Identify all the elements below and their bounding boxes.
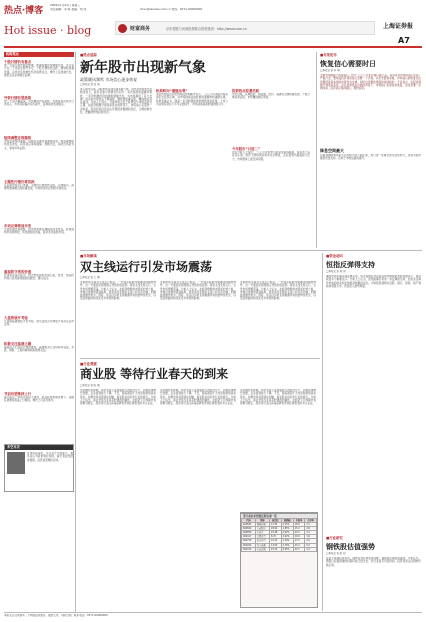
table-cell: 22.1 (293, 547, 305, 551)
article-column-tag: ■热点追踪 (80, 53, 97, 57)
table-cell: 重庆百货 (255, 539, 269, 543)
left-item (4, 392, 74, 440)
table-cell: 5.2 (305, 543, 317, 547)
main-subhead-1: 机构转向“谨慎乐观” (156, 89, 188, 93)
left-item-heading: 大盘将展开考验 (4, 316, 28, 320)
table-cell: 18.6 (293, 523, 305, 527)
table-cell: 3.42% (281, 535, 293, 539)
left-item (4, 60, 74, 93)
stock-table-box (240, 512, 318, 608)
table-cell: 20.3 (293, 531, 305, 535)
table-cell: 1.9 (305, 535, 317, 539)
table-cell: 合肥百货 (255, 535, 269, 539)
table-header-cell: 市净率 (305, 519, 317, 523)
right-bottom-tag2: ■行业研究 (326, 536, 343, 540)
left-item (4, 342, 74, 390)
footer-rule (4, 612, 422, 613)
table-cell: 王府井 (255, 531, 269, 535)
table-cell: 0.92% (281, 531, 293, 535)
table-header-cell: 代码 (242, 519, 256, 523)
table-cell: 大商股份 (255, 527, 269, 531)
section-three-tag: ■行业观察 (80, 362, 97, 366)
left-item (4, 136, 74, 178)
masthead-email: chec@zznews.com.cn 热线：0371-00000000 (140, 8, 203, 11)
quote-photo (7, 452, 25, 474)
table-cell: 2.8 (305, 527, 317, 531)
masthead-editor: 责任编辑：李 峰 美编：刘 伟 (50, 8, 87, 11)
section-two-headline: 双主线运行引发市场震荡 (80, 260, 213, 274)
left-column-title: 机构观点 (4, 52, 74, 57)
table-cell: 豫园商城 (255, 523, 269, 527)
table-cell: 3.1 (305, 531, 317, 535)
masthead-rule (4, 46, 422, 48)
main-subhead: 政策暖风频吹 市场信心逐步恢复 (80, 77, 138, 82)
left-item-heading: 外资行情有望延续 (4, 96, 32, 100)
stock-table (241, 518, 317, 552)
masthead-brand-en: Hot issue · blog (4, 24, 92, 37)
right-body: 当前市场最缺乏的是信心。经过二○○八年的大幅下跌之后，投资者对市场的信心受到了严重打击，要恢复投资者的信心需要一个过程。从历史经验来看，市场信心的恢复往往需要经济基本面的改善作为支撑，同时也需要政策面的持续呵护。专家指出，在经济刺激计划逐步落实、企业盈利逐步企稳的背景下，市场信心有望逐步恢复，但这需要一定的时间，投资者应保持耐心，理性投资。 (320, 74, 421, 91)
table-cell: 12.35 (270, 523, 282, 527)
right-column-tag: ■专家论市 (320, 53, 337, 57)
table-cell: 2.1 (305, 523, 317, 527)
quote-box (4, 444, 74, 492)
table-cell: 2.5 (305, 539, 317, 543)
left-item-heading: 短线调整还将继续 (4, 136, 32, 140)
right-bottom-body2: 受益于基建投资拉动，钢材需求有望逐步回暖，钢铁股近期表现强势。分析认为，钢铁行业最困难的时期可能已经过去，但行业复苏仍需时间，投资者需关注钢材价格走势。 (326, 557, 421, 567)
left-item-body: 尽管短期出现调整，但市场整体反弹格局并未改变，政策面利好持续释放，资金面相对宽裕，投资者可逢低布局。 (4, 228, 74, 235)
right-byline: □本报记者 李 明 (320, 69, 340, 72)
section-three-body-b: 受金融危机影响，商业零售行业面临较大的经营压力，消费需求增长放缓，企业盈利能力下降。不过，随着国家扩大内需政策的逐步落实，消费市场有望逐步回暖，商业股也将迎来行业的春天。分析人士指出，商业零售行业具有较强的防御性，在经济下行周期中表现相对稳定，投资者可关注具备品牌优势和区域优势的龙头企业。 (160, 389, 236, 406)
table-cell: 600415 (242, 547, 256, 551)
left-item-body: 从近期市场运行来看，主题性行情依然活跃，区域振兴、消费刺激等概念股轮番表现，市场资金仍在积极寻找热点。 (4, 184, 74, 191)
left-item (4, 270, 74, 314)
table-cell: 28.90 (270, 527, 282, 531)
table-header-cell: 收盘价 (270, 519, 282, 523)
main-body-col1: 进入新年以来，A股市场呈现出诸多新气象。首先是市场成交量稳步放大，投资者参与热情有所回升；其次是政策面暖风频吹，一系列刺激经济的措施相继出台，为市场提供了有力支撑；再次是市场热点不断涌现，题材股轮番活跃，赚钱效应逐步显现。分析人士指出，当前市场正处于政策底与市场底的交汇期，在经济刺激计划逐步落实的背景下，市场信心有望进一步恢复，但投资者仍需关注宏观经济数据的变化，合理控制仓位，把握结构性投资机会。 (80, 88, 152, 115)
masthead-date: 2009年1月21日 星期三 (50, 4, 81, 7)
main-article (80, 52, 312, 248)
left-item-body: 周二大盘小幅震荡，外资增持仍在持续，北向资金连续多日净流入，市场风险偏好有所提升，蓝筹板块表现稳定。 (4, 100, 74, 107)
section-three-headline: 商业股 等待行业春天的到来 (80, 367, 229, 381)
main-headline: 新年股市出现新气象 (80, 60, 206, 76)
left-item-heading: 重视防守类的价值 (4, 270, 32, 274)
left-item-body: 在市场震荡过程中，防守类板块的价值凸显，医药、食品饮料等行业具备较强的抗跌性，建议关注。 (4, 274, 74, 281)
right-bottom-headline2: 钢铁股估值强势 (326, 542, 375, 551)
right-bottom-byline: □本报记者 刘 伟 (326, 270, 346, 273)
left-column (4, 52, 76, 612)
left-item-body: 大盘面临重要阻力位考验，成交量能否有效放大将决定后市走向。 (4, 320, 74, 327)
section-two-byline: □本报记者 王 刚 (80, 276, 100, 279)
right-tech-heading: 降息空间最大 (320, 148, 344, 153)
section-three-byline: □本报记者 陈 刚 (80, 384, 100, 387)
table-cell: 4.3 (305, 547, 317, 551)
quote-box-body: 在市场震荡中，多空双方分歧加大，看多者认为政策利好持续，看空者担忧经济数据，投资者需理性对待。 (27, 452, 73, 462)
table-cell: 小商品城 (255, 547, 269, 551)
table-cell: 600729 (242, 539, 256, 543)
section-two-body-c: 近期市场呈现双主线运行特征，一方面是政策预期推动的题材炒作，另一方面是业绩预期主导的价值投资。两条主线交替运行，引发市场频繁震荡。分析人士认为，在经济数据尚未明显好转之前，市场仍将维持震荡格局，投资者可在两条主线之间灵活切换，把握波段操作机会。同时，需关注年报业绩披露带来的结构性机会，以及政策面的持续变化对市场的影响。 (240, 281, 316, 301)
left-item-heading: 积极关注基建主题 (4, 342, 32, 346)
table-header-cell: 市盈率 (293, 519, 305, 523)
table-cell: 8.76 (270, 535, 282, 539)
table-cell: 19.15 (270, 539, 282, 543)
main-byline: □本报记者 张 明 (80, 83, 100, 86)
right-bottom-headline: 恒指反弹得支持 (326, 260, 375, 269)
main-body-col3: 今年以来，区域经济、新能源、医药、基建等主题轮番表现，个股行情异常活跃，市场赚钱效应明显。 (232, 93, 310, 100)
main-body-col2: 多家机构在年初发布的投资策略中表示，二○○九年A股市场有望走出底部区域，对市场的看法由此前的谨慎转向谨慎乐观。机构普遍认为，随着一系列刺激政策的效果逐步显现，上市公司业绩有望在下半年企稳回升，市场估值具备较强的吸引力。 (156, 93, 228, 106)
section-three-body-a: 受金融危机影响，商业零售行业面临较大的经营压力，消费需求增长放缓，企业盈利能力下降。不过，随着国家扩大内需政策的逐步落实，消费市场有望逐步回暖，商业股也将迎来行业的春天。分析人士指出，商业零售行业具有较强的防御性，在经济下行周期中表现相对稳定，投资者可关注具备品牌优势和区域优势的龙头企业。 (80, 389, 156, 406)
table-cell: 1.20% (281, 539, 293, 543)
left-item-heading: 主题性行情仍将活跃 (4, 180, 35, 184)
section-three-body-c: 受金融危机影响，商业零售行业面临较大的经营压力，消费需求增长放缓，企业盈利能力下降。不过，随着国家扩大内需政策的逐步落实，消费市场有望逐步回暖，商业股也将迎来行业的春天。分析人士指出，商业零售行业具有较强的防御性，在经济下行周期中表现相对稳定，投资者可关注具备品牌优势和区域优势的龙头企业。 (240, 389, 316, 406)
right-headline: 恢复信心需要时日 (320, 59, 376, 68)
left-item-body: 春节临近，市场交投趋于清淡，但在政策预期支撑下，指数有望维持震荡上行格局，操作上可适当参与。 (4, 396, 74, 403)
section-two (80, 253, 318, 355)
section-divider (80, 250, 422, 251)
banner-text: 京东控股与河南投资联合投资建设：http://www.com.cn (166, 27, 247, 31)
masthead-brand-top: 热点·博客 (4, 6, 44, 16)
right-bottom-body: 港股市场近期呈现反弹走势，恒生指数在外资回流和内地政策利好的推动下，成功收复多个重要关口。分析人士认为，恒指短期仍有进一步反弹的空间，但需关注海外市场的波动和全球经济数据的变化。中资股表现相对活跃，银行、保险、地产等板块领涨大市，资金流入迹象明显。 (326, 275, 421, 288)
page-number: A7 (398, 36, 410, 45)
table-row (242, 547, 317, 551)
table-cell: 600859 (242, 531, 256, 535)
left-item-body: 市场量能持续萎缩，指数在关键位置遇阻回落，短线调整格局没有改变，投资者应保持谨慎，控制仓位，以防范风险为主，等待市场企稳。 (4, 140, 74, 150)
left-item (4, 180, 74, 222)
right-tech-body: 目前我国的利率水平仍有较大的下调空间，央行进一步降息的可能性较大，这将为股市提供资金支持，有利于市场估值的提升。 (320, 154, 421, 161)
left-item-heading: 个股行情仍有看点 (4, 60, 32, 64)
quote-box-title: 多空对决 (5, 445, 73, 450)
masthead-banner (115, 21, 375, 35)
left-item-body: 前一交易日两市缩量整理，短期指数延续调整态势，多空双方在二千点附近展开争夺，个股行情依然活跃，题材股轮番表现，后市仍有结构性机会值得关注，操作上宜控制仓位，逢低关注业绩稳定品种。 (4, 64, 74, 77)
section-two-tag: ■市场解读 (80, 254, 97, 258)
table-cell: 16.8 (293, 535, 305, 539)
table-cell: 002024 (242, 543, 256, 547)
table-header-cell: 简称 (255, 519, 269, 523)
right-column-top (316, 52, 422, 248)
table-cell: 17.5 (293, 539, 305, 543)
table-cell: 600694 (242, 527, 256, 531)
right-column-bottom (322, 253, 422, 611)
main-subhead-2: 投资热点轮番活跃 (232, 89, 260, 93)
banner-logo-icon (118, 24, 127, 33)
table-cell: 2.15% (281, 523, 293, 527)
newspaper-name: 上海证券报 (383, 23, 414, 30)
table-header-cell: 涨跌幅 (281, 519, 293, 523)
section-two-body-a: 近期市场呈现双主线运行特征，一方面是政策预期推动的题材炒作，另一方面是业绩预期主导的价值投资。两条主线交替运行，引发市场频繁震荡。分析人士认为，在经济数据尚未明显好转之前，市场仍将维持震荡格局，投资者可在两条主线之间灵活切换，把握波段操作机会。同时，需关注年报业绩披露带来的结构性机会，以及政策面的持续变化对市场的影响。 (80, 281, 156, 301)
left-item (4, 224, 74, 268)
table-cell: 000417 (242, 535, 256, 539)
table-cell: 22.48 (270, 531, 282, 535)
table-cell: 0.65% (281, 547, 293, 551)
left-item-heading: 节前有望维持上行 (4, 392, 32, 396)
table-cell: 1.85% (281, 527, 293, 531)
section-two-body-b: 近期市场呈现双主线运行特征，一方面是政策预期推动的题材炒作，另一方面是业绩预期主导的价值投资。两条主线交替运行，引发市场频繁震荡。分析人士认为，在经济数据尚未明显好转之前，市场仍将维持震荡格局，投资者可在两条主线之间灵活切换，把握波段操作机会。同时，需关注年报业绩披露带来的结构性机会，以及政策面的持续变化对市场的影响。 (160, 281, 236, 301)
table-cell: 25.4 (293, 543, 305, 547)
stock-table-title: 部分商业零售股近期表现一览 (241, 513, 317, 518)
section-divider (80, 358, 320, 359)
table-cell: 600655 (242, 523, 256, 527)
left-item-body: 随着四万亿投资计划的推进，基建相关行业将持续受益，水泥、钢铁、工程机械等板块值得关注。 (4, 346, 74, 353)
banner-center-label: 财富商务 (130, 26, 151, 32)
left-item (4, 96, 74, 133)
table-cell: 苏宁电器 (255, 543, 269, 547)
left-item-heading: 市场反弹格局未变 (4, 224, 32, 228)
footer-text: 本版文章仅供参考，不构成投资建议。据此入市，风险自担。联系电话：0371-00000000 (4, 614, 108, 617)
main-subhead-3: 今年股市“只进二” (232, 147, 261, 151)
right-bottom-byline2: □本报记者 赵 阳 (326, 552, 346, 555)
left-item (4, 316, 74, 340)
table-cell: 13.62 (270, 543, 282, 547)
table-cell: 15.2 (293, 527, 305, 531)
right-bottom-tag: ■资金动向 (326, 254, 343, 258)
masthead (0, 0, 426, 50)
table-cell: 45.20 (270, 547, 282, 551)
table-cell: 2.76% (281, 543, 293, 547)
main-body-col4: 也有分析人士指出，二○○九年股市可能呈现震荡格局，投资者不宜盲目乐观。经济下滑的风险尚未完全释放，企业盈利仍面临较大压力，市场整体上涨空间有限。 (232, 151, 310, 161)
